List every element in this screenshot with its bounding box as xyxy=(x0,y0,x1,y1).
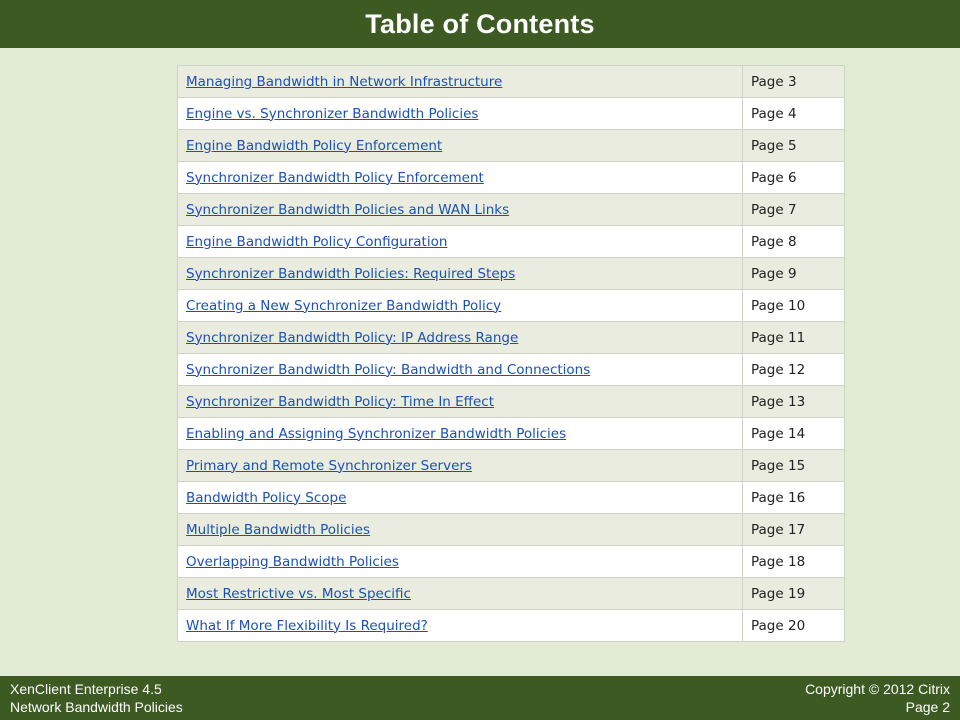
toc-page-number: Page 9 xyxy=(743,258,845,290)
toc-entry-cell xyxy=(178,98,743,130)
toc-link[interactable]: Managing Bandwidth in Network Infrastructure xyxy=(186,73,503,90)
footer-copyright-info xyxy=(805,680,950,716)
toc-entry-cell xyxy=(178,258,743,290)
toc-page-number: Page 20 xyxy=(743,610,845,642)
toc-entry-cell xyxy=(178,610,743,642)
toc-page-number: Page 14 xyxy=(743,418,845,450)
table-row xyxy=(178,546,845,578)
toc-page-number: Page 4 xyxy=(743,98,845,130)
toc-link[interactable]: Engine Bandwidth Policy Configuration xyxy=(186,233,448,250)
toc-link[interactable]: Bandwidth Policy Scope xyxy=(186,489,347,506)
footer-bar xyxy=(0,676,960,720)
table-row xyxy=(178,354,845,386)
table-row xyxy=(178,322,845,354)
toc-page-number: Page 19 xyxy=(743,578,845,610)
footer-page-number: Page 2 xyxy=(905,699,950,715)
toc-page-number: Page 11 xyxy=(743,322,845,354)
toc-link[interactable]: Engine Bandwidth Policy Enforcement xyxy=(186,137,443,154)
footer-product-name: XenClient Enterprise 4.5 xyxy=(10,681,162,697)
toc-table xyxy=(177,65,845,642)
table-row xyxy=(178,98,845,130)
table-row xyxy=(178,482,845,514)
toc-page-number: Page 3 xyxy=(743,66,845,98)
footer-document-title: Network Bandwidth Policies xyxy=(10,699,183,715)
toc-link[interactable]: Engine vs. Synchronizer Bandwidth Policies xyxy=(186,105,479,122)
toc-entry-cell xyxy=(178,66,743,98)
page-title: Table of Contents xyxy=(365,8,595,39)
table-row xyxy=(178,130,845,162)
table-row xyxy=(178,578,845,610)
toc-entry-cell xyxy=(178,322,743,354)
toc-link[interactable]: Synchronizer Bandwidth Policies and WAN Links xyxy=(186,201,510,218)
toc-page-number: Page 8 xyxy=(743,226,845,258)
toc-link[interactable]: Synchronizer Bandwidth Policies: Required Steps xyxy=(186,265,516,282)
toc-page-number: Page 18 xyxy=(743,546,845,578)
toc-link[interactable]: Primary and Remote Synchronizer Servers xyxy=(186,457,472,474)
toc-entry-cell xyxy=(178,194,743,226)
toc-link[interactable]: Creating a New Synchronizer Bandwidth Policy xyxy=(186,297,502,314)
toc-entry-cell xyxy=(178,386,743,418)
toc-entry-cell xyxy=(178,130,743,162)
toc-entry-cell xyxy=(178,418,743,450)
title-bar xyxy=(0,0,960,48)
toc-link[interactable]: Most Restrictive vs. Most Specific xyxy=(186,585,411,602)
toc-page-number: Page 10 xyxy=(743,290,845,322)
toc-link[interactable]: Enabling and Assigning Synchronizer Bandwidth Policies xyxy=(186,425,567,442)
table-row xyxy=(178,290,845,322)
footer-copyright: Copyright © 2012 Citrix xyxy=(805,681,950,697)
toc-link[interactable]: Synchronizer Bandwidth Policy: Time In Effect xyxy=(186,393,495,410)
toc-page-number: Page 13 xyxy=(743,386,845,418)
toc-entry-cell xyxy=(178,482,743,514)
table-row xyxy=(178,258,845,290)
table-row xyxy=(178,514,845,546)
toc-entry-cell xyxy=(178,226,743,258)
toc-entry-cell xyxy=(178,162,743,194)
table-row xyxy=(178,610,845,642)
toc-link[interactable]: Synchronizer Bandwidth Policy Enforcement xyxy=(186,169,484,186)
table-row xyxy=(178,66,845,98)
toc-page-number: Page 5 xyxy=(743,130,845,162)
toc-entry-cell xyxy=(178,578,743,610)
toc-link[interactable]: Overlapping Bandwidth Policies xyxy=(186,553,399,570)
table-row xyxy=(178,386,845,418)
toc-page-number: Page 15 xyxy=(743,450,845,482)
toc-entry-cell xyxy=(178,450,743,482)
table-row xyxy=(178,450,845,482)
toc-page-number: Page 12 xyxy=(743,354,845,386)
toc-page-number: Page 7 xyxy=(743,194,845,226)
toc-link[interactable]: Synchronizer Bandwidth Policy: Bandwidth and Connections xyxy=(186,361,591,378)
toc-link[interactable]: What If More Flexibility Is Required? xyxy=(186,617,428,634)
toc-link[interactable]: Synchronizer Bandwidth Policy: IP Address Range xyxy=(186,329,519,346)
table-row xyxy=(178,194,845,226)
toc-entry-cell xyxy=(178,514,743,546)
footer-product-info xyxy=(10,680,183,716)
toc-entry-cell xyxy=(178,546,743,578)
table-row xyxy=(178,162,845,194)
toc-page-number: Page 16 xyxy=(743,482,845,514)
toc-entry-cell xyxy=(178,354,743,386)
toc-link[interactable]: Multiple Bandwidth Policies xyxy=(186,521,371,538)
toc-entry-cell xyxy=(178,290,743,322)
table-row xyxy=(178,418,845,450)
toc-page-number: Page 6 xyxy=(743,162,845,194)
toc-page-number: Page 17 xyxy=(743,514,845,546)
table-row xyxy=(178,226,845,258)
